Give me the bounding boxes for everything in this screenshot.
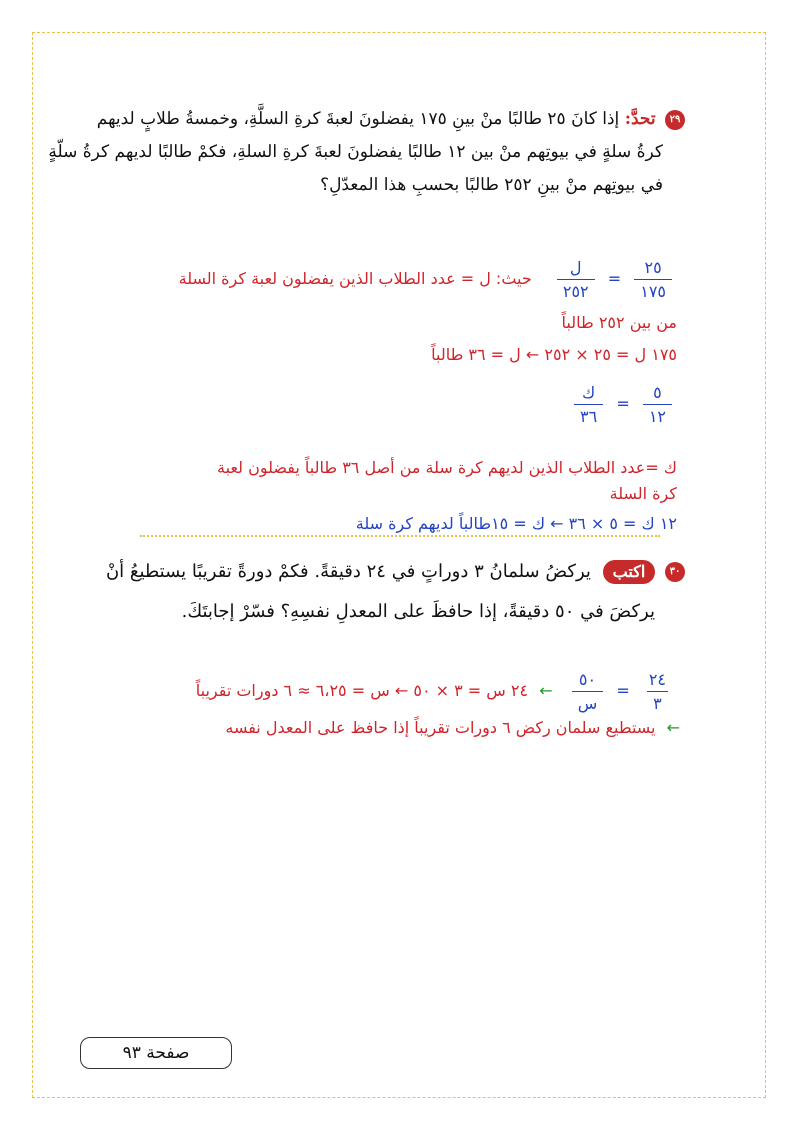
dotted-separator xyxy=(140,535,660,537)
question-30 xyxy=(105,552,685,632)
solution-29-eq2: $\frac{٥}{١٢}$ = $\frac{\text{ك}}{٣٦}$ xyxy=(566,383,680,426)
solution-29-eq1: $\frac{٢٥}{١٧٥}$ = $\frac{\text{ل}}{٢٥٢}$ حيث: ل = عدد الطلاب الذين يفضلون لعبة كرة السلة xyxy=(179,258,680,301)
page-number-badge: صفحة ٩٣ xyxy=(80,1037,232,1069)
write-label: اكتب xyxy=(603,560,656,584)
question-29-line-3: في بيوتِهم منْ بينِ ٢٥٢ طالبًا بحسبِ هذا المعدّلِ؟ xyxy=(320,175,663,195)
question-29-line-1: ٢٩ تحدَّ: إذا كانَ ٢٥ طالبًا منْ بينِ ١٧٥ يفضلونَ لعبةَ كرةِ السلَّةِ، وخمسةُ طلابٍ لديهم xyxy=(115,103,685,136)
arrow-icon: ← xyxy=(539,681,553,700)
k-definition-line-2: كرة السلة xyxy=(609,484,677,503)
fraction-5-12: $\frac{٥}{١٢}$ xyxy=(643,383,672,426)
solution-30-steps: ٢٤ س = ٣ × ٥٠ ← س = ٦،٢٥ ≈ ٦ دورات تقريباً xyxy=(195,681,529,700)
fraction-l-252: $\frac{\text{ل}}{٢٥٢}$ xyxy=(557,258,595,301)
fraction-50-s: $\frac{٥٠}{\text{س}}$ xyxy=(572,670,604,713)
question-number-badge: ٣٠ xyxy=(665,562,685,582)
solution-30-eq: $\frac{٢٤}{٣}$ = $\frac{٥٠}{\text{س}}$ ← ٢٤ س = ٣ × ٥٠ ← س = ٦،٢٥ ≈ ٦ دورات تقريباً xyxy=(196,670,680,713)
fraction-24-3: $\frac{٢٤}{٣}$ xyxy=(648,670,666,713)
where-definition: حيث: ل = عدد الطلاب الذين يفضلون لعبة كرة السلة xyxy=(178,269,532,288)
arrow-icon: ← xyxy=(666,718,680,737)
solution-30-conclusion: ← يستطيع سلمان ركض ٦ دورات تقريباً إذا حافظ على المعدل نفسه xyxy=(225,718,680,737)
question-number-badge: ٢٩ xyxy=(665,110,685,130)
question-29 xyxy=(48,103,685,202)
solution-29-step1: ١٧٥ ل = ٢٥ × ٢٥٢ ← ل = ٣٦ طالباً xyxy=(431,345,677,364)
k-definition-line-1: ك =عدد الطلاب الذين لديهم كرة سلة من أصل ٣٦ طالباً يفضلون لعبة xyxy=(217,458,677,477)
fraction-k-36: $\frac{\text{ك}}{٣٦}$ xyxy=(574,383,603,426)
question-30-line-2: يركضَ في ٥٠ دقيقةً، إذا حافظَ على المعدلِ نفسِهِ؟ فسّرْ إجابتَكَ. xyxy=(181,601,655,622)
where-definition-cont: من بين ٢٥٢ طالباً xyxy=(561,313,677,332)
fraction-25-175: $\frac{٢٥}{١٧٥}$ xyxy=(634,258,672,301)
question-30-line-1: ٣٠ اكتب يركضُ سلمانُ ٣ دوراتٍ في ٢٤ دقيقةً. فكمْ دورةً تقريبًا يستطيعُ أنْ xyxy=(105,552,685,592)
question-29-line-2: كرةُ سلةٍ في بيوتِهم منْ بين ١٢ طالبًا يفضلونَ لعبةَ كرةِ السلةِ، فكمْ طالبًا لديهم كرةُ سلّةٍ xyxy=(48,142,663,162)
solution-29-step2: ١٢ ك = ٥ × ٣٦ ← ك = ١٥طالباً لديهم كرة سلة xyxy=(355,514,677,533)
challenge-label: تحدَّ: xyxy=(624,109,656,129)
